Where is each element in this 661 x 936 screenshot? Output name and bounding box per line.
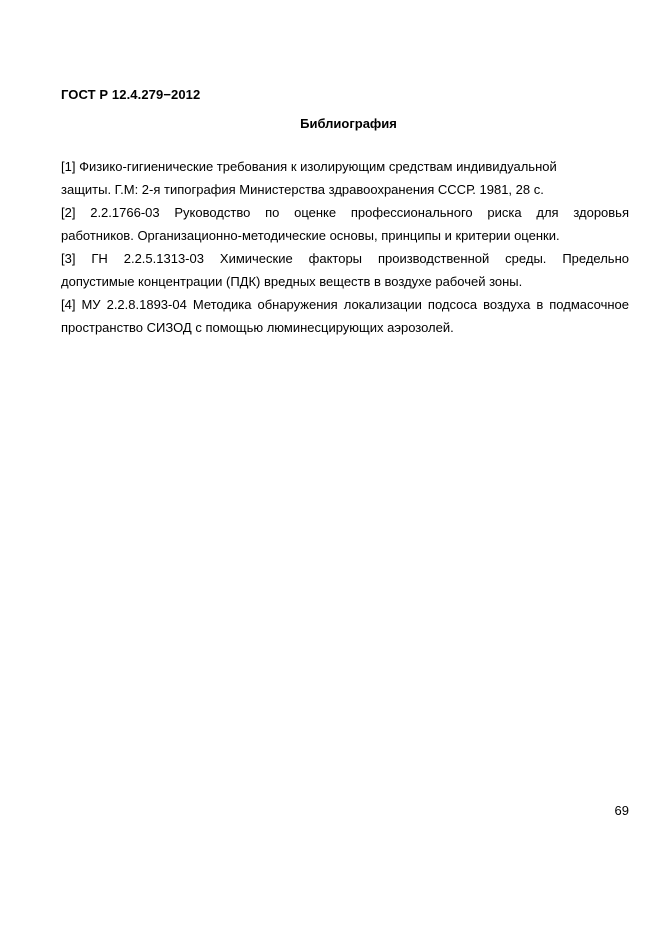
bibliography-entry-3 xyxy=(61,247,629,293)
bibliography-entry-1 xyxy=(61,155,629,201)
page-number: 69 xyxy=(614,803,629,818)
bibliography-entry-line: [2] 2.2.1766-03 Руководство по оценке профессионального риска для здоровья xyxy=(61,205,629,220)
bibliography-entry-line: пространство СИЗОД с помощью люминесцирующих аэрозолей. xyxy=(61,320,454,335)
bibliography-entry-4 xyxy=(61,293,629,339)
bibliography-entry-line: защиты. Г.М: 2-я типография Министерства здравоохранения СССР. 1981, 28 с. xyxy=(61,182,544,197)
bibliography-list xyxy=(61,155,629,339)
bibliography-title: Библиография xyxy=(300,116,397,131)
document-code: ГОСТ Р 12.4.279−2012 xyxy=(61,87,201,102)
bibliography-entry-line: [1] Физико-гигиенические требования к изолирующим средствам индивидуальной xyxy=(61,159,557,174)
bibliography-entry-line: работников. Организационно-методические основы, принципы и критерии оценки. xyxy=(61,228,560,243)
bibliography-entry-line: [4] МУ 2.2.8.1893-04 Методика обнаружения локализации подсоса воздуха в подмасочное xyxy=(61,297,629,312)
bibliography-entry-2 xyxy=(61,201,629,247)
bibliography-entry-line: [3] ГН 2.2.5.1313-03 Химические факторы производственной среды. Предельно xyxy=(61,251,629,266)
bibliography-entry-line: допустимые концентрации (ПДК) вредных веществ в воздухе рабочей зоны. xyxy=(61,274,523,289)
